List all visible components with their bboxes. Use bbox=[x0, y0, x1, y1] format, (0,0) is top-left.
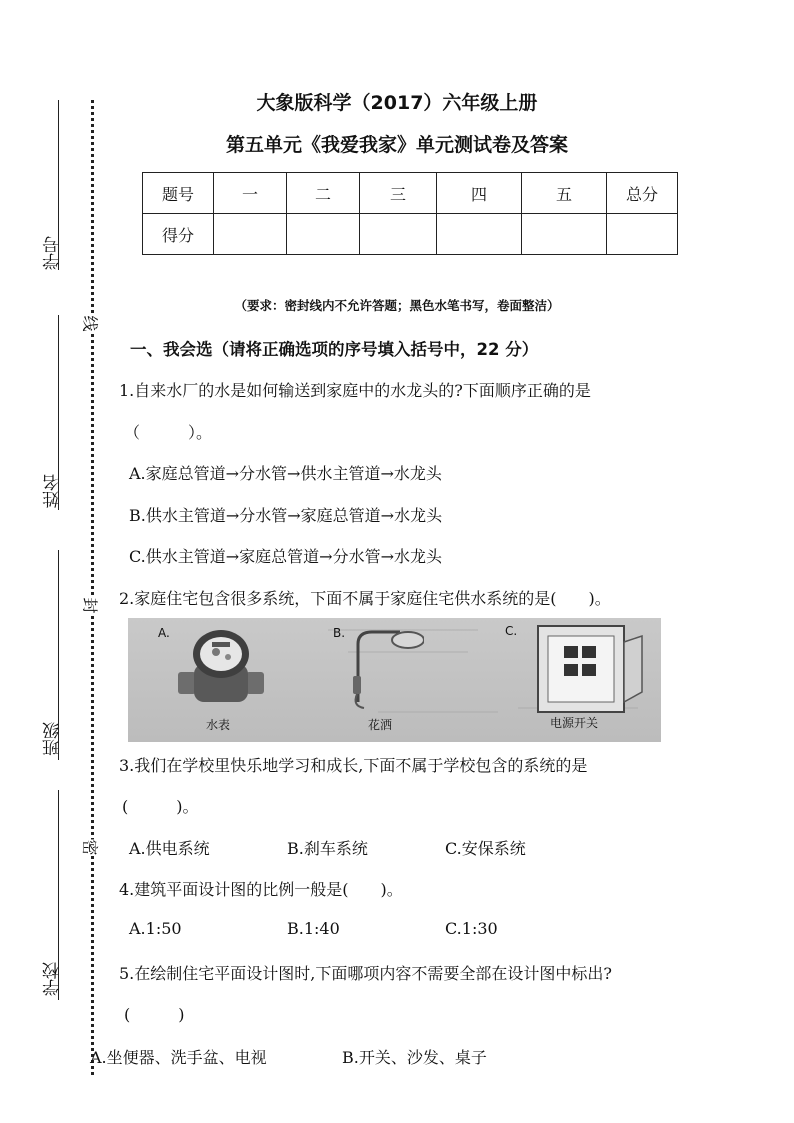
score-cell[interactable] bbox=[287, 214, 360, 255]
q1-option-b: B.供水主管道→分水管→家庭总管道→水龙头 bbox=[129, 506, 443, 525]
score-table-score-row bbox=[143, 214, 678, 255]
q5-option-b: B.开关、沙发、桌子 bbox=[342, 1048, 487, 1067]
water-meter-icon bbox=[176, 624, 266, 712]
score-cell[interactable] bbox=[360, 214, 437, 255]
score-table bbox=[142, 172, 678, 255]
photo-letter-a: A. bbox=[158, 626, 170, 640]
q4-stem: 4.建筑平面设计图的比例一般是( )。 bbox=[119, 880, 403, 899]
q1-option-c: C.供水主管道→家庭总管道→分水管→水龙头 bbox=[129, 547, 442, 566]
q3-option-a: A.供电系统 bbox=[129, 839, 210, 858]
photo-label-shower: 花洒 bbox=[368, 718, 393, 732]
score-row-label: 得分 bbox=[143, 214, 214, 255]
q4-option-a: A.1:50 bbox=[129, 919, 182, 938]
q1-stem: 1.自来水厂的水是如何输送到家庭中的水龙头的?下面顺序正确的是 bbox=[119, 381, 591, 400]
seal-char-mi: 密 bbox=[80, 839, 103, 855]
score-cell[interactable] bbox=[437, 214, 522, 255]
student-id-label: 学号 bbox=[43, 236, 63, 270]
score-cell[interactable] bbox=[522, 214, 607, 255]
q5-answer-blank[interactable]: ( ) bbox=[124, 1005, 185, 1024]
class-label: 班级 bbox=[43, 722, 63, 756]
q5-stem: 5.在绘制住宅平面设计图时,下面哪项内容不需要全部在设计图中标出? bbox=[119, 964, 612, 983]
q3-option-c: C.安保系统 bbox=[445, 839, 526, 858]
photo-label-water-meter: 水表 bbox=[206, 718, 231, 732]
score-cell[interactable] bbox=[607, 214, 678, 255]
score-header-cell: 三 bbox=[360, 173, 437, 214]
q3-option-b: B.刹车系统 bbox=[287, 839, 368, 858]
q4-option-b: B.1:40 bbox=[287, 919, 340, 938]
q4-option-c: C.1:30 bbox=[445, 919, 498, 938]
score-header-cell: 总分 bbox=[607, 173, 678, 214]
section-1-title: 一、我会选（请将正确选项的序号填入括号中，22 分） bbox=[130, 340, 539, 359]
shower-head-icon bbox=[344, 622, 424, 712]
score-header-cell: 一 bbox=[214, 173, 287, 214]
seal-char-xian: 线 bbox=[80, 315, 103, 331]
seal-dotted-line bbox=[91, 100, 94, 1075]
q1-option-a: A.家庭总管道→分水管→供水主管道→水龙头 bbox=[129, 464, 442, 483]
score-header-cell: 二 bbox=[287, 173, 360, 214]
q1-answer-blank[interactable]: （ ）。 bbox=[124, 423, 213, 442]
score-header-cell: 四 bbox=[437, 173, 522, 214]
score-table-header-row bbox=[143, 173, 678, 214]
q2-stem: 2.家庭住宅包含很多系统，下面不属于家庭住宅供水系统的是( )。 bbox=[119, 589, 611, 608]
seal-char-feng: 封 bbox=[80, 597, 103, 613]
photo-letter-b: B. bbox=[333, 626, 346, 640]
score-header-cell: 五 bbox=[522, 173, 607, 214]
school-label: 学校 bbox=[43, 962, 63, 996]
q5-option-a: A.坐便器、洗手盆、电视 bbox=[90, 1048, 267, 1067]
power-switch-icon bbox=[524, 622, 644, 718]
name-label: 姓名 bbox=[43, 474, 63, 508]
title-line-2: 第五单元《我爱我家》单元测试卷及答案 bbox=[225, 134, 568, 156]
photo-label-power-switch: 电源开关 bbox=[550, 716, 599, 730]
q2-options-photo bbox=[128, 618, 661, 742]
q3-stem: 3.我们在学校里快乐地学习和成长,下面不属于学校包含的系统的是 bbox=[119, 756, 588, 775]
photo-letter-c: C. bbox=[505, 624, 518, 638]
title-line-1: 大象版科学（2017）六年级上册 bbox=[256, 92, 538, 114]
score-cell[interactable] bbox=[214, 214, 287, 255]
q3-answer-blank[interactable]: ( )。 bbox=[122, 797, 199, 816]
score-header-cell: 题号 bbox=[143, 173, 214, 214]
requirements-note: （要求：密封线内不允许答题；黑色水笔书写，卷面整洁） bbox=[234, 298, 560, 313]
